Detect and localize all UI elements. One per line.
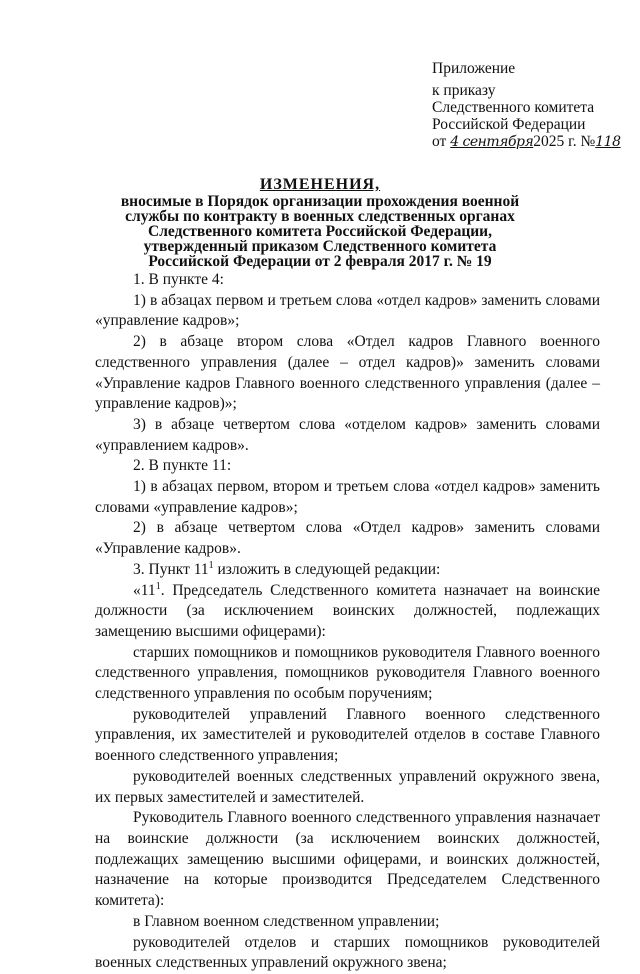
paragraph: руководителей управлений Главного военного следственного управления, их заместителей и руководителей отделов в составе Главного военного следственного управления; xyxy=(95,705,600,765)
number-prefix: № xyxy=(580,133,596,150)
appendix-label: Приложение xyxy=(432,60,516,77)
appendix-issuer-country: Российской Федерации xyxy=(432,116,586,133)
paragraph: руководителей военных следственных управлений окружного звена, их первых заместителей и заместителей. xyxy=(95,767,600,806)
paragraph: Руководитель Главного военного следственного управления назначает на воинские должности (за исключением воинских должностей, подлежащих замещению высшими офицерами, и воинских должностей, назначение на которые производится Председателем Следственного комитета): xyxy=(95,809,600,910)
date-prefix: от xyxy=(432,133,447,150)
paragraph: 2. В пункте 11: xyxy=(133,457,232,475)
paragraph: руководителей отделов и старших помощников руководителей военных следственных управлений окружного звена; xyxy=(95,933,600,972)
title-line: Российской Федерации от 2 февраля 2017 г. № 19 xyxy=(148,253,492,270)
title-main: ИЗМЕНЕНИЯ, xyxy=(259,176,381,193)
appendix-issuer: Следственного комитета xyxy=(432,99,595,116)
document-body xyxy=(95,270,600,974)
title-line: утвержденный приказом Следственного комитета xyxy=(143,238,497,255)
title-subtitle xyxy=(0,194,640,269)
handwritten-number: 118 xyxy=(595,134,621,150)
superscript: 1 xyxy=(155,580,161,592)
appendix-header xyxy=(432,60,621,151)
paragraph: 3) в абзаце четвертом слова «отделом кадров» заменить словами «управлением кадров». xyxy=(95,415,600,454)
superscript: 1 xyxy=(208,559,214,571)
paragraph: 1) в абзацах первом, втором и третьем слова «отдел кадров» заменить словами «управление кадров»; xyxy=(95,478,600,516)
paragraph-text: «11 xyxy=(133,581,156,599)
paragraph-text: изложить в следующей редакции: xyxy=(213,560,441,578)
paragraph-text: 3. Пункт 11 xyxy=(133,560,209,578)
title-line: службы по контракту в военных следственных органах xyxy=(125,208,515,225)
paragraph: 1. В пункте 4: xyxy=(133,271,224,288)
appendix-order-ref: к приказу xyxy=(432,82,496,99)
paragraph-text: . Председатель Следственного комитета назначает на воинские должности (за исключением воинских должностей, подлежащих замещению высшими офицерами): xyxy=(95,581,600,640)
title-line: вносимые в Порядок организации прохождения военной xyxy=(120,193,520,210)
paragraph: 2) в абзаце втором слова «Отдел кадров Главного военного следственного управления (далее – отдел кадров)» заменить словами «Управление кадров Главного военного следственного управления (далее – управление кадров)»; xyxy=(95,333,600,413)
handwritten-date: 4 сентября xyxy=(450,134,534,150)
paragraph xyxy=(95,560,600,581)
paragraph xyxy=(95,581,600,643)
title-line: Следственного комитета Российской Федерации, xyxy=(148,223,492,240)
paragraph: 1) в абзацах первом и третьем слова «отдел кадров» заменить словами «управление кадров»; xyxy=(95,291,600,330)
paragraph: старших помощников и помощников руководителя Главного военного следственного управления, помощников руководителя Главного военного следственного управления по особым поручениям; xyxy=(95,643,600,703)
paragraph: 2) в абзаце четвертом слова «Отдел кадров» заменить словами «Управление кадров». xyxy=(95,519,600,558)
date-year: 2025 г. xyxy=(533,133,577,150)
appendix-date-line xyxy=(432,133,621,151)
document-title xyxy=(0,176,640,269)
paragraph: в Главном военном следственном управлении; xyxy=(133,912,440,930)
